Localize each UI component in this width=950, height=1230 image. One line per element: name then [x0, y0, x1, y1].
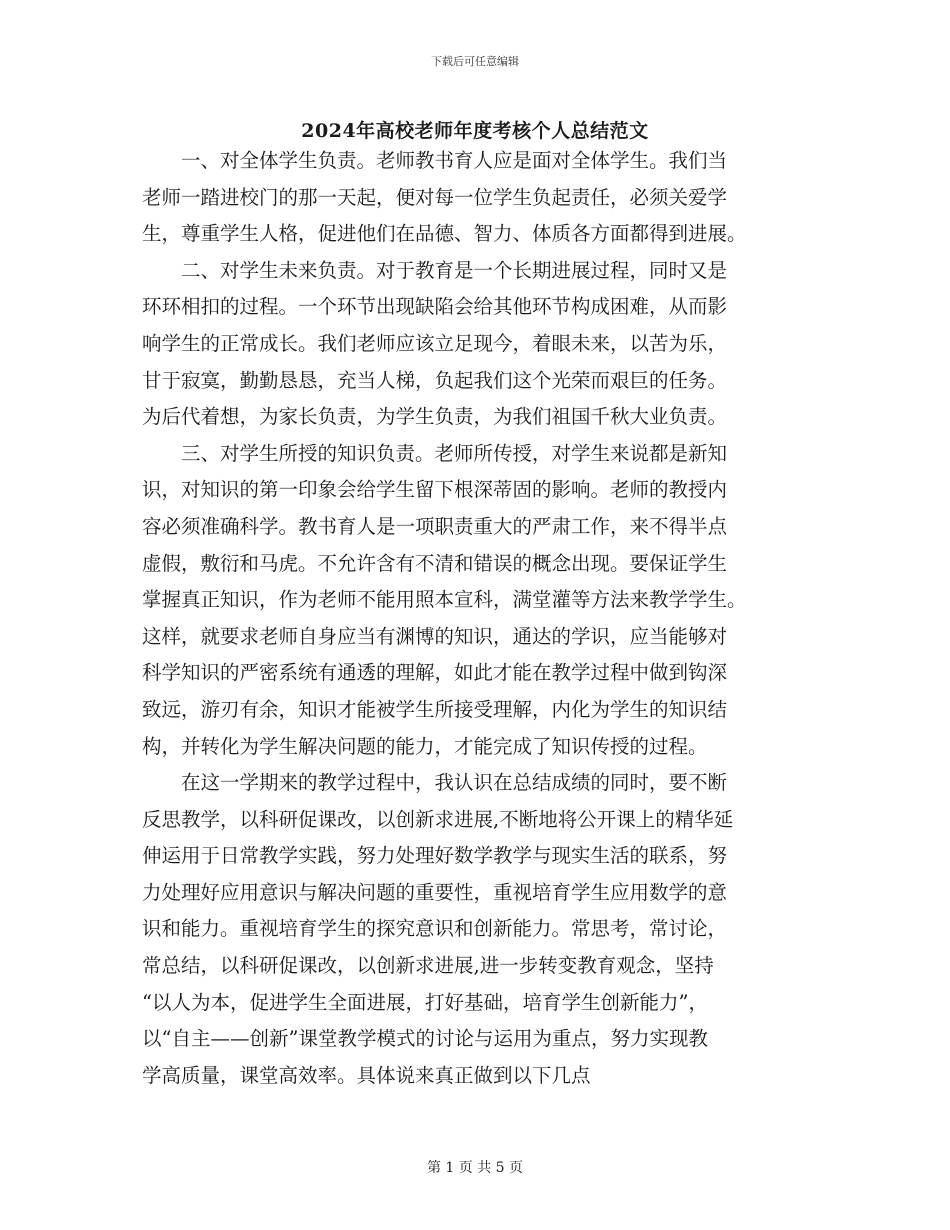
page-number: 第 1 页 共 5 页 — [426, 1160, 524, 1176]
body-line: 识，对知识的第一印象会给学生留下根深蒂固的影响。老师的教授内 — [142, 478, 728, 502]
page-header-note: 下载后可任意编辑 — [431, 55, 519, 68]
body-line: 这样，就要求老师自身应当有渊博的知识，通达的学识，应当能够对 — [142, 624, 728, 648]
body-line: 力处理好应用意识与解决问题的重要性，重视培育学生应用数学的意 — [142, 880, 728, 904]
body-line: 掌握真正知识，作为老师不能用照本宣科，满堂灌等方法来教学学生。 — [142, 588, 747, 612]
body-line: 为后代着想，为家长负责，为学生负责，为我们祖国千秋大业负责。 — [142, 405, 728, 429]
body-line: 致远，游刃有余，知识才能被学生所接受理解，内化为学生的知识结 — [142, 697, 728, 721]
body-line: 构，并转化为学生解决问题的能力，才能完成了知识传授的过程。 — [142, 734, 708, 758]
body-line: 科学知识的严密系统有通透的理解，如此才能在教学过程中做到钩深 — [142, 661, 728, 685]
body-line: 反思教学，以科研促课改，以创新求进展,不断地将公开课上的精华延 — [142, 807, 734, 831]
body-line: 甘于寂寞，勤勤恳恳，充当人梯，负起我们这个光荣而艰巨的任务。 — [142, 368, 728, 392]
body-line: 环环相扣的过程。一个环节出现缺陷会给其他环节构成困难，从而影 — [142, 295, 728, 319]
body-line: 老师一踏进校门的那一天起，便对每一位学生负起责任，必须关爱学 — [142, 185, 728, 209]
document-title: 2024年高校老师年度考核个人总结范文 — [301, 120, 649, 142]
body-line: 在这一学期来的教学过程中，我认识在总结成绩的同时，要不断 — [142, 771, 728, 795]
body-line: “以人为本，促进学生全面进展，打好基础，培育学生创新能力”， — [142, 990, 708, 1014]
body-line: 二、对学生未来负责。对于教育是一个长期进展过程，同时又是 — [142, 258, 728, 282]
body-line: 生，尊重学生人格，促进他们在品德、智力、体质各方面都得到进展。 — [142, 222, 747, 246]
body-line: 容必须准确科学。教书育人是一项职责重大的严肃工作，来不得半点 — [142, 514, 728, 538]
body-line: 虚假，敷衍和马虎。不允许含有不清和错误的概念出现。要保证学生 — [142, 551, 728, 575]
document-body — [142, 143, 804, 1094]
body-line: 以“自主——创新”课堂教学模式的讨论与运用为重点，努力实现教 — [142, 1027, 708, 1051]
body-line: 三、对学生所授的知识负责。老师所传授，对学生来说都是新知 — [142, 441, 728, 465]
body-line: 学高质量，课堂高效率。具体说来真正做到以下几点 — [142, 1063, 591, 1087]
body-line: 常总结，以科研促课改，以创新求进展,进一步转变教育观念，坚持 — [142, 954, 714, 978]
body-line: 一、对全体学生负责。老师教书育人应是面对全体学生。我们当 — [142, 149, 728, 172]
body-line: 响学生的正常成长。我们老师应该立足现今，着眼未来，以苦为乐， — [142, 331, 728, 355]
body-line: 识和能力。重视培育学生的探究意识和创新能力。常思考，常讨论， — [142, 917, 728, 941]
body-line: 伸运用于日常教学实践，努力处理好数学教学与现实生活的联系，努 — [142, 844, 728, 868]
